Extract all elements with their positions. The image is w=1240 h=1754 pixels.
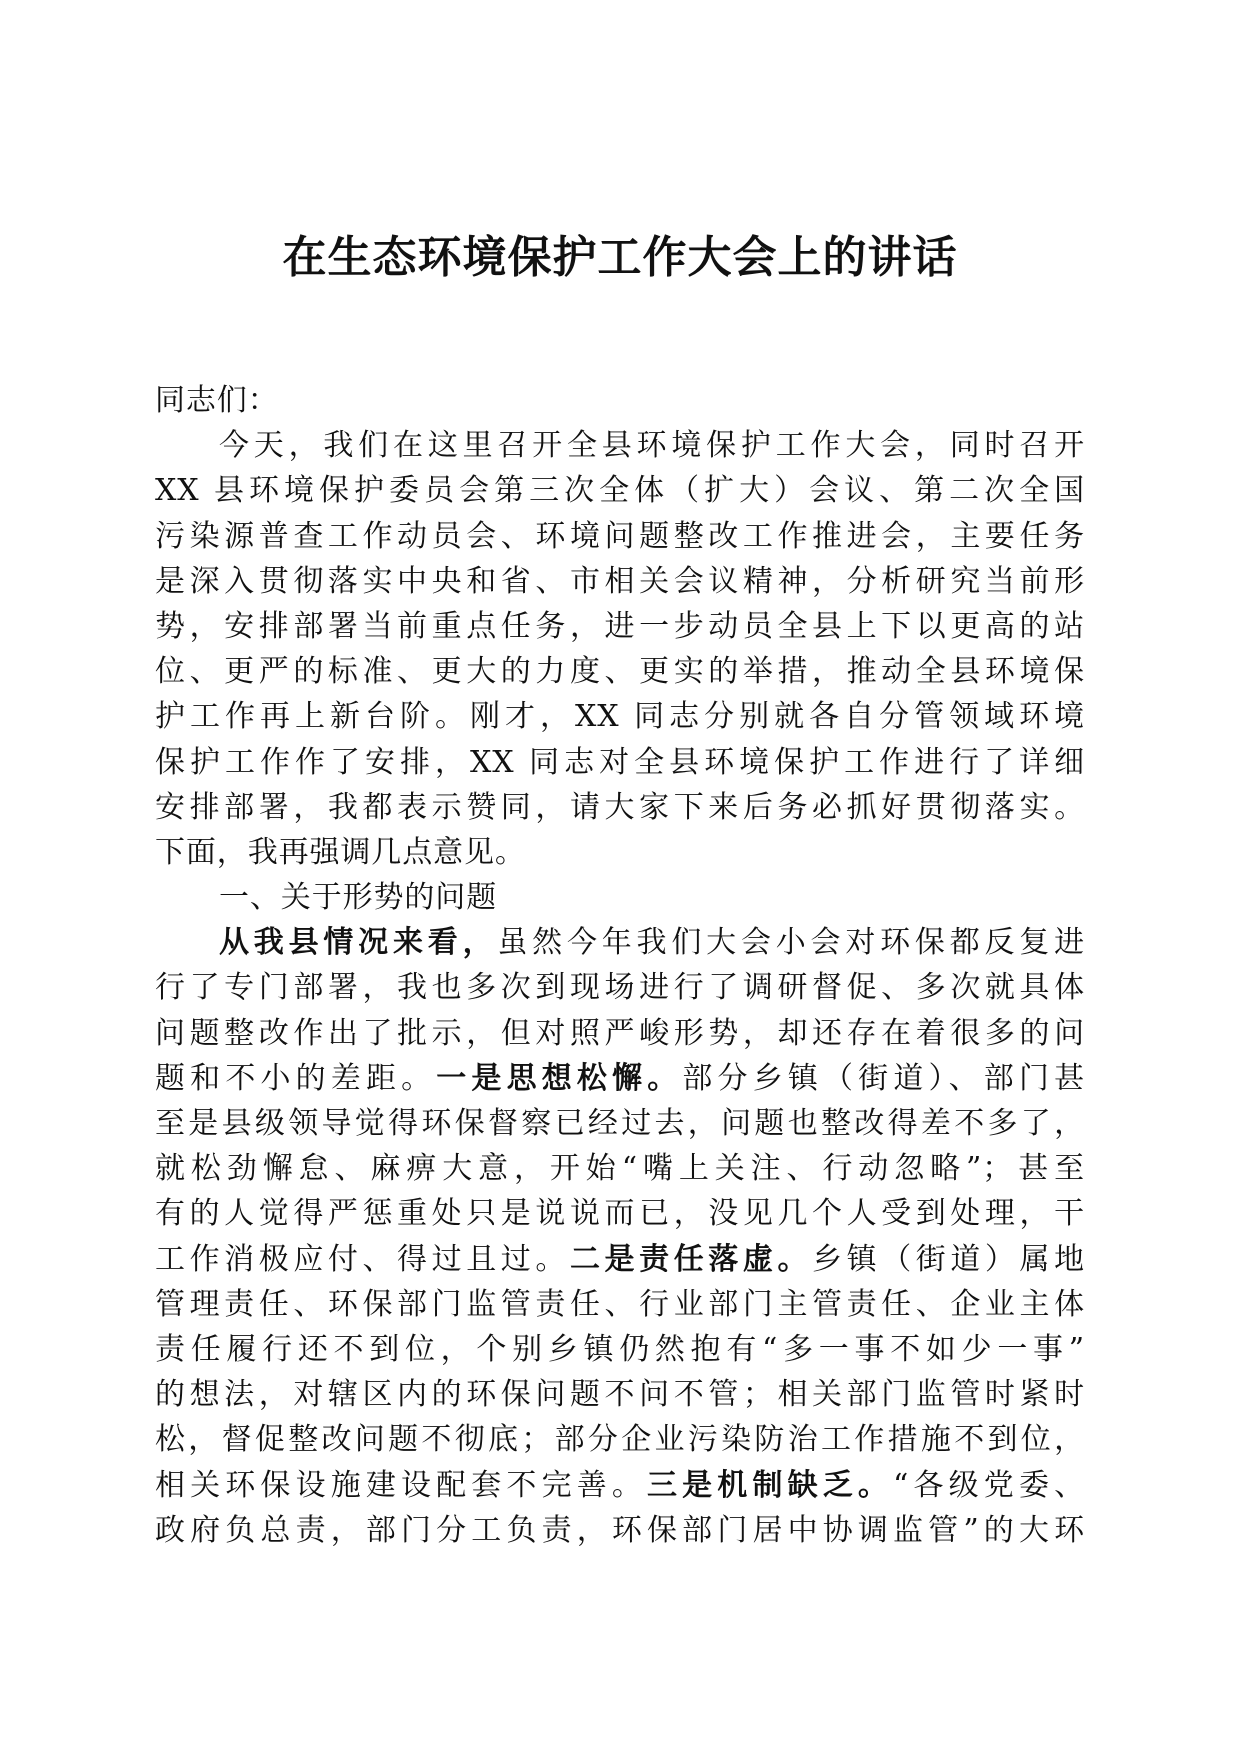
document-title: 在生态环境保护工作大会上的讲话 bbox=[282, 232, 958, 283]
text-segment: 虽然今年我们大会小会对环保都反复进 bbox=[497, 925, 1085, 961]
text-line: 松，督促整改问题不彻底；部分企业污染防治工作措施不到位， bbox=[155, 1422, 1085, 1458]
text-segment: “各级党委、 bbox=[893, 1467, 1085, 1503]
text-segment: 相关环保设施建设配套不完善。 bbox=[155, 1467, 648, 1503]
paragraph-opening bbox=[155, 423, 1085, 875]
text-line: 下面，我再强调几点意见。 bbox=[155, 834, 526, 870]
text-line: 的想法，对辖区内的环保问题不问不管；相关部门监管时紧时 bbox=[155, 1377, 1085, 1413]
text-line: 就松劲懈怠、麻痹大意，开始“嘴上关注、行动忽略”；甚至 bbox=[155, 1151, 1085, 1187]
text-line: 污染源普查工作动员会、环境问题整改工作推进会，主要任务 bbox=[155, 518, 1085, 554]
text-segment: 乡镇（街道）属地 bbox=[812, 1241, 1085, 1277]
section-heading: 一、关于形势的问题 bbox=[219, 880, 498, 916]
text-line: 行了专门部署，我也多次到现场进行了调研督促、多次就具体 bbox=[155, 970, 1085, 1006]
text-line: 保护工作作了安排，XX 同志对全县环境保护工作进行了详细 bbox=[155, 744, 1085, 780]
text-line bbox=[155, 920, 1085, 965]
text-line bbox=[155, 1056, 1085, 1101]
bold-point-1: 一是思想松懈。 bbox=[436, 1060, 683, 1096]
text-line: 管理责任、环保部门监管责任、行业部门主管责任、企业主体 bbox=[155, 1286, 1085, 1322]
bold-lead: 从我县情况来看， bbox=[219, 925, 498, 961]
text-line: 有的人觉得严惩重处只是说说而已，没见几个人受到处理，干 bbox=[155, 1196, 1085, 1232]
text-line bbox=[155, 1237, 1085, 1282]
text-line: 责任履行还不到位，个别乡镇仍然抱有“多一事不如少一事” bbox=[155, 1331, 1085, 1367]
document-body bbox=[155, 378, 1085, 1553]
bold-point-2: 二是责任落虚。 bbox=[569, 1241, 813, 1277]
text-line: 问题整改作出了批示，但对照严峻形势，却还存在着很多的问 bbox=[155, 1015, 1085, 1051]
text-line: 是深入贯彻落实中央和省、市相关会议精神，分析研究当前形 bbox=[155, 563, 1085, 599]
salutation: 同志们： bbox=[155, 383, 279, 418]
text-line: 位、更严的标准、更大的力度、更实的举措，推动全县环境保 bbox=[155, 654, 1085, 690]
text-line: XX 县环境保护委员会第三次全体（扩大）会议、第二次全国 bbox=[155, 473, 1085, 509]
text-line: 势，安排部署当前重点任务，进一步动员全县上下以更高的站 bbox=[155, 608, 1085, 644]
bold-point-3: 三是机制缺乏。 bbox=[647, 1467, 894, 1503]
text-segment: 题和不小的差距。 bbox=[155, 1060, 437, 1096]
text-segment: 工作消极应付、得过且过。 bbox=[155, 1241, 570, 1277]
text-line: 至是县级领导觉得环保督察已经过去，问题也整改得差不多了， bbox=[155, 1106, 1085, 1141]
text-line bbox=[155, 1463, 1085, 1508]
paragraph-situation bbox=[155, 920, 1085, 1553]
text-line: 护工作再上新台阶。刚才，XX 同志分别就各自分管领域环境 bbox=[155, 699, 1085, 735]
text-line: 政府负总责，部门分工负责，环保部门居中协调监管”的大环 bbox=[155, 1512, 1085, 1548]
text-line: 今天，我们在这里召开全县环境保护工作大会，同时召开 bbox=[219, 428, 1085, 464]
text-line: 安排部署，我都表示赞同，请大家下来后务必抓好贯彻落实。 bbox=[155, 789, 1085, 825]
text-segment: 部分乡镇（街道）、部门甚 bbox=[682, 1060, 1085, 1096]
